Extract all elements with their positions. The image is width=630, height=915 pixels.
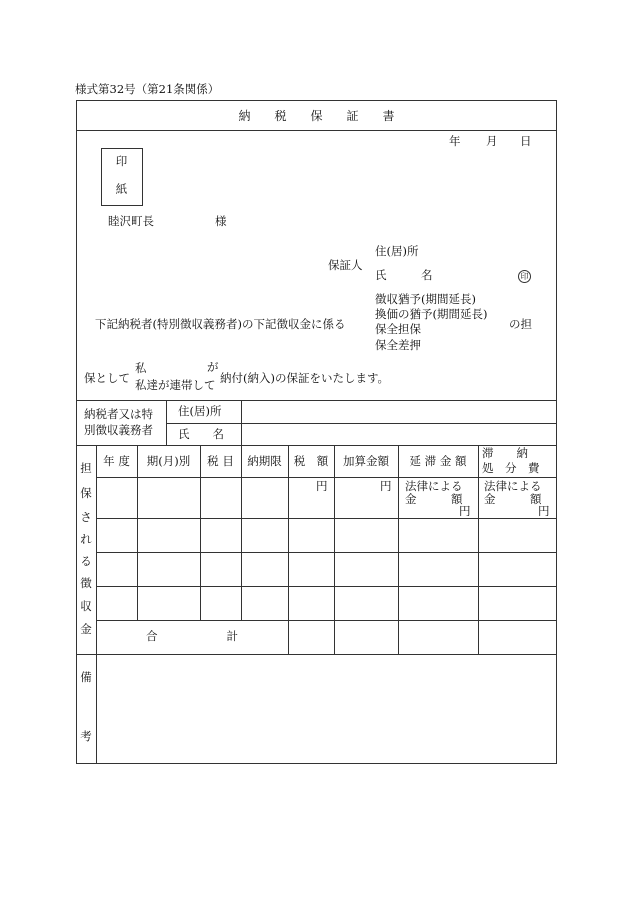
col-divider-1: [137, 445, 138, 621]
taxpayer-address-label: 住(居)所: [178, 404, 222, 418]
header-additional: 加算金額: [343, 454, 389, 468]
table-row-line-4: [96, 620, 557, 621]
seal-mark-icon: 印: [518, 270, 531, 283]
header-period: 期(月)別: [146, 454, 191, 468]
delinquency-unit: 円: [459, 504, 471, 518]
taxpayer-mid-line: [166, 423, 557, 424]
statement-line2-start: 保として: [84, 371, 130, 385]
remarks-label-bottom: 考: [80, 729, 92, 743]
guarantor-address-label: 住(居)所: [375, 244, 419, 258]
statement-line2-end: 納付(納入)の保証をいたします。: [220, 371, 390, 385]
remarks-label-top: 備: [80, 670, 92, 684]
side-label-char: さ: [80, 510, 92, 524]
side-label-char: 保: [80, 486, 92, 500]
taxpayer-label-line1: 納税者又は特: [84, 407, 153, 421]
header-delinquency: 延 滞 金 額: [409, 454, 467, 468]
form-title: 納 税 保 証 書: [238, 109, 395, 123]
taxpayer-name-label: 氏 名: [178, 427, 224, 441]
delinquency-legal-line2: 金 額: [405, 492, 463, 506]
disposal-unit: 円: [538, 504, 550, 518]
additional-unit: 円: [380, 479, 392, 493]
side-label-char: 徴: [80, 576, 92, 590]
addressee-name: 睦沢町長: [108, 214, 154, 228]
side-label-char: 担: [80, 461, 92, 475]
addressee-honorific: 様: [215, 214, 227, 228]
header-year: 年 度: [103, 454, 130, 468]
table-left-divider: [96, 445, 97, 764]
statement-alt-top: 私: [135, 361, 147, 375]
table-row-line-3: [96, 586, 557, 587]
header-tax-item: 税 目: [207, 454, 234, 468]
date-day: 日: [520, 134, 532, 148]
date-year: 年: [449, 134, 461, 148]
statement-suffix: の担: [509, 317, 532, 331]
side-label-char: 収: [80, 599, 92, 613]
guarantor-label: 保証人: [328, 258, 363, 272]
stamp-label-bottom: 紙: [115, 182, 128, 196]
taxpayer-label-line2: 別徴収義務者: [84, 423, 153, 437]
table-bottom-line: [76, 654, 557, 655]
statement-particle: が: [207, 360, 219, 374]
delinquency-legal-line1: 法律による: [405, 479, 463, 493]
header-deadline: 納期限: [247, 454, 282, 468]
table-row-line-1: [96, 518, 557, 519]
statement-option-4: 保全差押: [375, 338, 421, 352]
stamp-label-top: 印: [115, 154, 128, 168]
col-divider-3: [241, 445, 242, 621]
table-row-line-2: [96, 552, 557, 553]
statement-alt-bottom: 私達が連帯して: [135, 378, 216, 392]
date-month: 月: [486, 134, 498, 148]
statement-option-2: 換価の猶予(期間延長): [375, 307, 488, 321]
disposal-legal-line1: 法律による: [484, 479, 542, 493]
side-label-char: る: [80, 554, 92, 568]
guarantor-name-label: 氏 名: [375, 268, 433, 282]
statement-option-3: 保全担保: [375, 322, 421, 336]
statement-prefix: 下記納税者(特別徴収義務者)の下記徴収金に係る: [95, 317, 346, 331]
statement-option-1: 徴収猶予(期間延長): [375, 292, 476, 306]
col-divider-2: [200, 445, 201, 621]
table-header-line: [96, 477, 557, 478]
form-number: 様式第32号（第21条関係）: [75, 82, 220, 96]
tax-amount-unit: 円: [316, 479, 328, 493]
taxpayer-top-line: [76, 400, 557, 401]
disposal-legal-line2: 金 額: [484, 492, 542, 506]
header-disposal-line2: 処 分 費: [482, 461, 540, 475]
header-disposal-line1: 滞 納: [482, 446, 528, 460]
title-divider: [76, 130, 557, 131]
side-label-char: 金: [80, 622, 92, 636]
header-tax-amount: 税 額: [293, 454, 329, 468]
side-label-char: れ: [80, 532, 92, 546]
total-label: 合 計: [146, 629, 238, 643]
